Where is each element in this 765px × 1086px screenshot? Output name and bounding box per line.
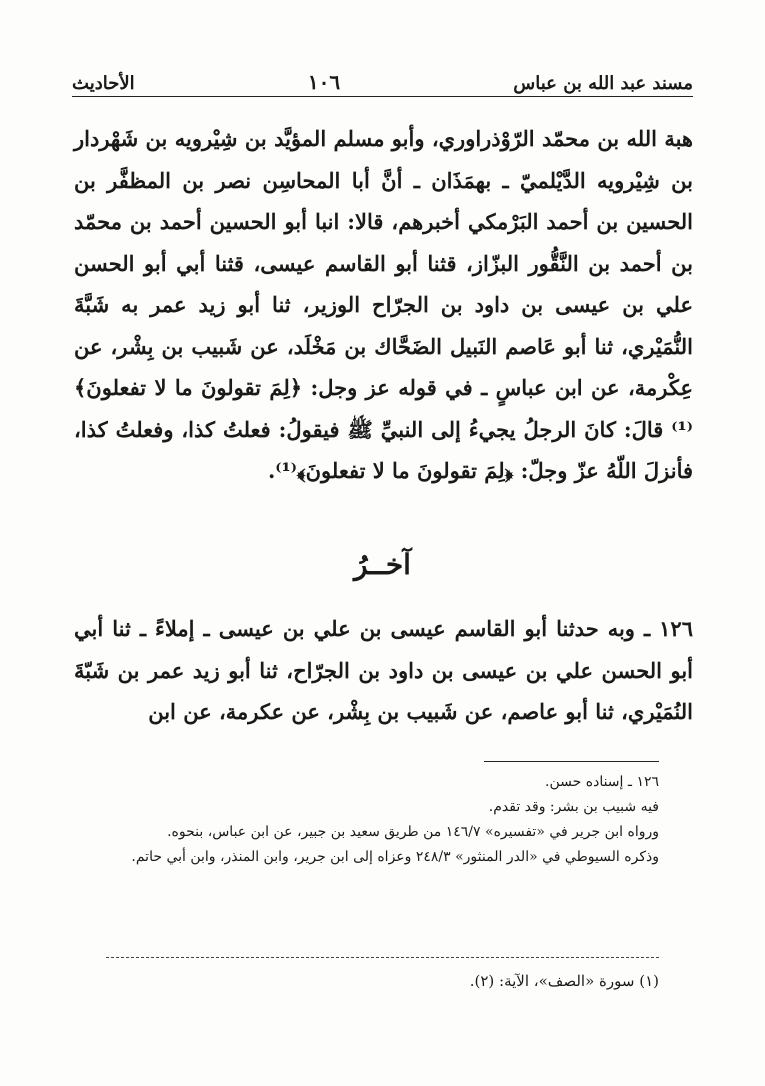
body-text	[74, 118, 693, 492]
page-number: ١٠٦	[307, 70, 341, 94]
quran-reference-footnote: (١) سورة «الصف»، الآية: (٢).	[469, 972, 659, 990]
hadith-126	[74, 608, 693, 733]
header-rule	[72, 96, 693, 97]
isnad-paragraph: هبة الله بن محمّد الرّوْذراوري، وأبو مسلم المؤيَّد بن شِيْرويه بن شَهْردار بن شِيْرويه الدَّيْلميّ ـ بهمَذَان ـ أنَّ أبا المحاسِن نصر بن المظفَّر بن الحسين بن أحمد البَرْمكي أخبرهم، قالا: انبا أبو الحسين أحمد بن محمّد بن أحمد بن النَّقُّور البزّاز، قثنا أبو القاسم عيسى، قثنا أبي أبو الحسن علي بن عيسى بن داود بن الجرّاح الوزير، ثنا أبو زيد عمر به شَبَّةَ النُّمَيْري، ثنا أبو عَاصم النَبيل الضَحَّاك بن مَخْلَد، عن شَبيب بن بِشْر، عن عِكْرمة، عن ابن عباسٍ ـ في قوله عز وجل: ﴿لِمَ تقولونَ ما لا تفعلونَ﴾⁽¹⁾ قالَ: كانَ الرجلُ يجيءُ إلى النبيِّ ﷺ فيقولُ: فعلتُ كذا، وفعلتُ كذا، فأنزلَ اللّهُ عزّ وجلّ: ﴿لِمَ تقولونَ ما لا تفعلونَ﴾⁽¹⁾.	[74, 126, 693, 483]
hadith-paragraph: ١٢٦ ـ وبه حدثنا أبو القاسم عيسى بن علي بن عيسى ـ إملاءً ـ ثنا أبي أبو الحسن علي بن عيسى بن داود بن الجرّاح، ثنا أبو زيد عمر بن شَبّةَ النُمَيْري، ثنا أبو عاصم، عن شَبيب بن بِشْر، عن عكرمة، عن ابن	[74, 616, 693, 724]
footnote-line: وذكره السيوطي في «الدر المنثور» ٢٤٨/٣ وعزاه إلى ابن جرير، وابن المنذر، وابن أبي حاتم.	[131, 849, 659, 865]
footnote-line: ١٢٦ ـ إسناده حسن.	[545, 774, 659, 790]
page-header	[72, 62, 693, 94]
section-title: آخــرُ	[354, 548, 411, 581]
footnote-rule	[484, 761, 659, 762]
footnote-line: فيه شبيب بن بشر: وقد تقدم.	[488, 799, 659, 815]
footnote-line: ورواه ابن جرير في «تفسيره» ١٤٦/٧ من طريق سعيد بن جبير، عن ابن عباس، بنحوه.	[167, 824, 659, 840]
book-title: مسند عبد الله بن عباس	[513, 73, 693, 94]
footnotes	[106, 770, 659, 870]
dashed-rule	[106, 957, 659, 958]
section-running-title: الأحاديث	[72, 73, 135, 94]
